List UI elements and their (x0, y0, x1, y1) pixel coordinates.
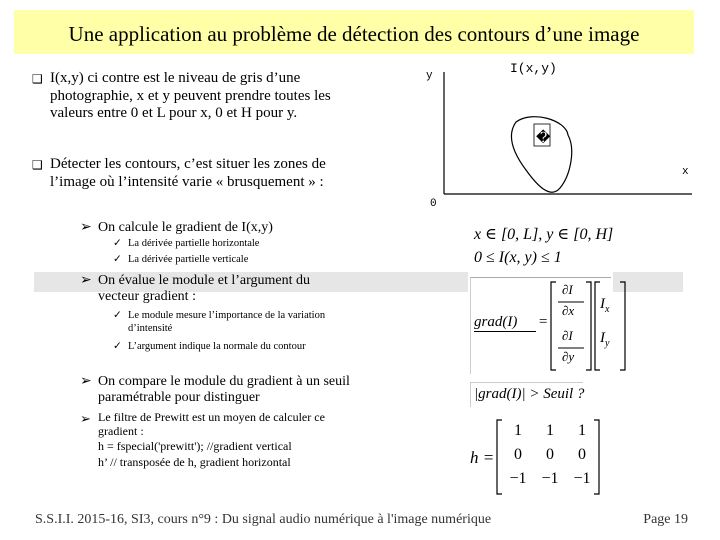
h-label: h = (470, 448, 495, 467)
bullet-text: Détecter les contours, c’est situer les zones de l’image où l’intensité varie « brusquement » : (50, 156, 326, 190)
title-bar (14, 10, 694, 54)
matrix-row: −1 −1 −1 (509, 470, 591, 487)
range-formula: 0 ≤ I(x, y) ≤ 1 (474, 249, 562, 266)
prewitt-code: h = fspecial('prewitt'); //gradient vertical (98, 439, 292, 453)
arrow-bullet-icon: ➢ (80, 273, 92, 288)
checkbox-bullet-icon: ❑ (32, 158, 43, 172)
x-axis-label: x (682, 166, 689, 178)
check-bullet-icon: ✓ (113, 238, 122, 249)
prewitt-note: h’ // transposée de h, gradient horizontal (98, 455, 291, 469)
prewitt-matrix (502, 422, 598, 494)
matrix-row: 1 1 1 (514, 422, 586, 439)
sub-item: L’argument indique la normale du contour (128, 341, 306, 352)
check-bullet-icon: ✓ (113, 254, 122, 265)
grad-label: grad(I) (474, 314, 518, 330)
prewitt-line: Le filtre de Prewitt est un moyen de calculer ce gradient : (98, 410, 325, 438)
sub-item: Le module mesure l’importance de la variation d’intensité (128, 310, 326, 334)
partial-num-y: ∂I (562, 328, 573, 343)
gradient-vector-brackets (548, 280, 628, 372)
footer-text: S.S.I.I. 2015-16, SI3, cours n°9 : Du signal audio numérique à l'image numérique (35, 512, 492, 527)
threshold-test: |grad(I)| > Seuil ? (474, 386, 585, 402)
equals-sign: = (538, 314, 549, 330)
partial-den-x: ∂x (562, 303, 575, 318)
bullet-text: I(x,y) ci contre est le niveau de gris d’une photographie, x et y peuvent prendre toutes les valeurs entre 0 et L pour x, 0 et H pour y. (50, 70, 331, 121)
image-region-contour (511, 117, 571, 193)
check-bullet-icon: ✓ (113, 310, 122, 321)
iy-term: $I_y$ (600, 330, 610, 349)
gradient-item: On calcule le gradient de I(x,y) (98, 220, 273, 235)
sub-item: La dérivée partielle verticale (128, 254, 249, 265)
image-intensity-diagram (420, 60, 700, 220)
module-item: On évalue le module et l’argument du vecteur gradient : (98, 273, 311, 304)
matrix-row: 0 0 0 (514, 446, 586, 463)
grad-overline (474, 331, 536, 332)
arrow-bullet-icon: ➢ (80, 411, 91, 426)
slide-title: Une application au problème de détection des contours d’une image (68, 22, 640, 46)
function-label: I(x,y) (510, 61, 557, 76)
check-bullet-icon: ✓ (113, 341, 122, 352)
origin-label: 0 (430, 198, 437, 210)
arrow-bullet-icon: ➢ (80, 220, 92, 235)
arrow-bullet-icon: ➢ (80, 374, 92, 389)
y-axis-label: y (426, 70, 433, 82)
checkbox-bullet-icon: ❑ (32, 72, 43, 86)
sub-item: La dérivée partielle horizontale (128, 238, 260, 249)
compare-item: On compare le module du gradient à un seuil paramétrable pour distinguer (98, 374, 350, 405)
partial-den-y: ∂y (562, 349, 575, 364)
domain-formula: x ∈ [0, L], y ∈ [0, H] (474, 226, 614, 243)
page-number: Page 19 (643, 512, 688, 527)
partial-num-x: ∂I (562, 282, 573, 297)
shape-glyph: � (536, 131, 551, 146)
ix-term: $I_x$ (600, 296, 610, 315)
